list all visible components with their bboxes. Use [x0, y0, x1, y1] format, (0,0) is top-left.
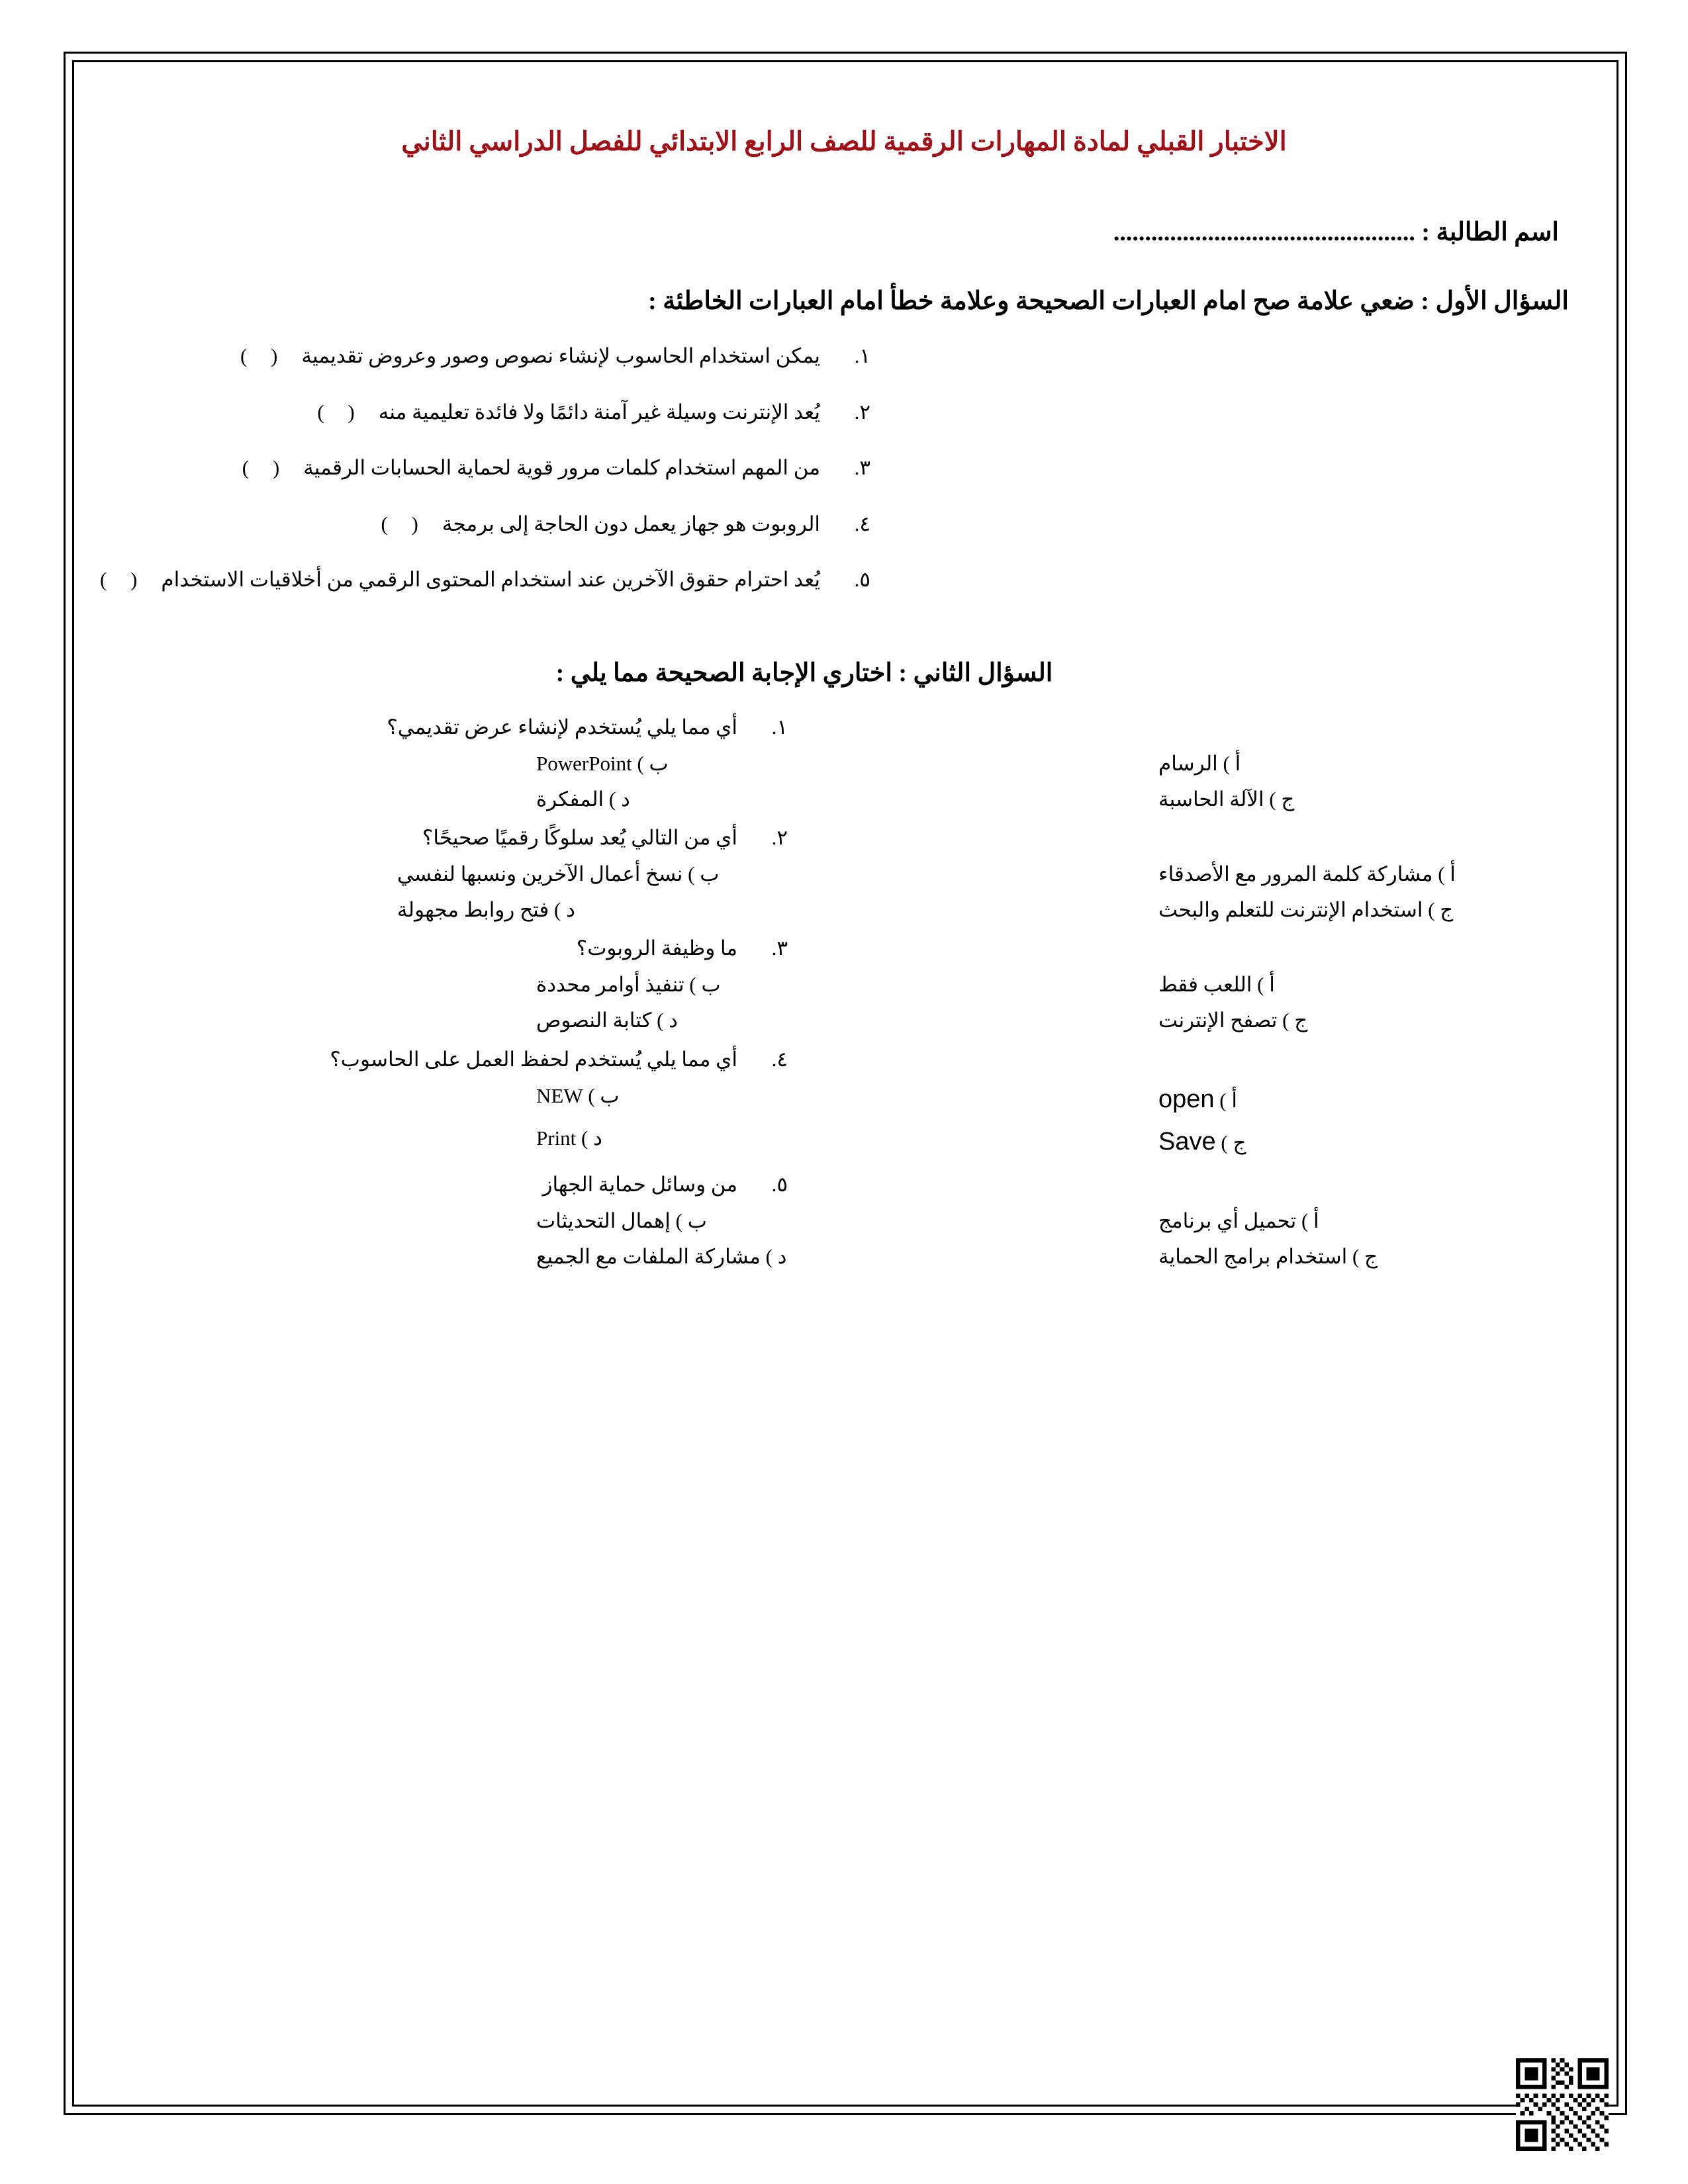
mcq-option-row: [99, 1205, 1589, 1238]
mcq-option-key: د ): [651, 1008, 678, 1032]
mcq-option-cell: [397, 858, 1046, 891]
mcq-question-text: من وسائل حماية الجهاز: [542, 1173, 737, 1197]
mcq-option[interactable]: [1158, 973, 1275, 996]
mcq-option[interactable]: [1158, 1085, 1237, 1113]
mcq-option[interactable]: [397, 898, 575, 921]
mcq-option[interactable]: [1158, 788, 1294, 811]
item-number: ٥.: [854, 568, 870, 592]
mcq-option[interactable]: [536, 1209, 707, 1232]
mcq-option-row: [99, 1079, 1589, 1120]
mcq-stem: [99, 1169, 1589, 1201]
answer-box[interactable]: ( ): [381, 512, 428, 535]
answer-box[interactable]: ( ): [240, 344, 287, 368]
mcq-option-cell: [1046, 968, 1589, 1001]
mcq-option-cell: [536, 968, 1046, 1001]
mcq-question-text: أي مما يلي يُستخدم لحفظ العمل على الحاسوب؟: [330, 1047, 737, 1071]
mcq-option-cell: [536, 1122, 1046, 1162]
page-title: الاختبار القبلي لمادة المهارات الرقمية للصف الرابع الابتدائي للفصل الدراسي الثاني: [401, 126, 1287, 156]
mcq-option-key: أ ): [1296, 1209, 1319, 1233]
mcq-option-label: إهمال التحديثات: [536, 1209, 671, 1233]
mcq-option-key: د ): [760, 1244, 787, 1268]
qr-code-icon: [1516, 2058, 1609, 2151]
mcq-option-key: د ): [549, 897, 575, 921]
mcq-option-label: Save: [1158, 1128, 1216, 1156]
mcq-option-label: نسخ أعمال الآخرين ونسبها لنفسي: [397, 862, 683, 886]
item-statement: يُعد احترام حقوق الآخرين عند استخدام المحتوى الرقمي من أخلاقيات الاستخدام: [161, 568, 820, 592]
mcq-option[interactable]: [1158, 862, 1456, 886]
mcq-option-label: تصفح الإنترنت: [1158, 1008, 1278, 1032]
true-false-item: [99, 341, 1589, 372]
mcq-option-label: NEW: [536, 1083, 583, 1107]
mcq-stem: [99, 1044, 1589, 1075]
mcq-option-key: د ): [604, 787, 630, 811]
mcq-option-cell: [536, 1004, 1046, 1037]
mcq-option-cell: [1046, 747, 1589, 780]
mcq-option-label: open: [1158, 1085, 1215, 1113]
mcq-option-row: [99, 893, 1589, 927]
mcq-option-label: تحميل أي برنامج: [1158, 1209, 1297, 1233]
mcq-option-key: ب ): [670, 1209, 707, 1233]
student-name-field[interactable]: ................................................: [1113, 218, 1415, 246]
mcq-option-label: استخدام برامج الحماية: [1158, 1244, 1348, 1268]
mcq-option-row: [99, 747, 1589, 780]
mcq-option-label: PowerPoint: [536, 751, 632, 775]
mcq-option-label: Print: [536, 1126, 577, 1150]
mcq-stem: [99, 711, 1589, 743]
mcq-option[interactable]: [1158, 1245, 1378, 1268]
mcq-option-label: استخدام الإنترنت للتعلم والبحث: [1158, 897, 1423, 921]
mcq-option[interactable]: [536, 1126, 602, 1150]
mcq-option-label: كتابة النصوص: [536, 1008, 652, 1032]
mcq-option[interactable]: [536, 973, 721, 996]
true-false-item: [99, 397, 1589, 428]
item-number: ٥.: [771, 1173, 788, 1197]
item-number: ٢.: [854, 400, 870, 424]
mcq-option-cell: [536, 1205, 1046, 1238]
mcq-option-key: ج ): [1264, 787, 1295, 811]
true-false-item: [99, 565, 1589, 596]
item-statement: يُعد الإنترنت وسيلة غير آمنة دائمًا ولا فائدة تعليمية منه: [378, 400, 820, 424]
mcq-option-key: ج ): [1423, 897, 1454, 921]
item-statement: من المهم استخدام كلمات مرور قوية لحماية الحسابات الرقمية: [303, 456, 820, 480]
student-name-row: [99, 215, 1559, 250]
mcq-option-key: ب ): [684, 973, 721, 997]
mcq-question-text: أي مما يلي يُستخدم لإنشاء عرض تقديمي؟: [387, 715, 737, 739]
item-statement: الروبوت هو جهاز يعمل دون الحاجة إلى برمجة: [442, 512, 820, 535]
mcq-option[interactable]: [536, 1245, 786, 1268]
mcq-option-key: ج ): [1277, 1008, 1308, 1032]
answer-box[interactable]: ( ): [242, 456, 289, 480]
mcq-option-row: [99, 968, 1589, 1001]
mcq-option-label: فتح روابط مجهولة: [397, 897, 549, 921]
mcq-question-text: أي من التالي يُعد سلوكًا رقميًا صحيحًا؟: [422, 826, 737, 850]
answer-box[interactable]: ( ): [317, 400, 364, 424]
mcq-option-label: تنفيذ أوامر محددة: [536, 973, 684, 997]
mcq-option-cell: [536, 1240, 1046, 1273]
item-number: ٢.: [771, 826, 788, 850]
student-name-label: اسم الطالبة :: [1421, 218, 1559, 246]
mcq-option-label: الرسام: [1158, 751, 1218, 775]
mcq-option[interactable]: [1158, 898, 1453, 921]
mcq-option-cell: [536, 783, 1046, 816]
mcq-option-cell: [1046, 1122, 1589, 1162]
true-false-item: [99, 509, 1589, 540]
mcq-option-key: أ ): [1214, 1088, 1237, 1112]
mcq-item: [99, 711, 1589, 815]
mcq-question-text: ما وظيفة الروبوت؟: [576, 936, 737, 960]
mcq-option-key: ج ): [1215, 1131, 1246, 1155]
mcq-option-cell: [536, 1079, 1046, 1120]
mcq-option[interactable]: [1158, 1128, 1246, 1156]
mcq-option-label: اللعب فقط: [1158, 973, 1252, 997]
mcq-option-cell: [1046, 1205, 1589, 1238]
mcq-stem: [99, 933, 1589, 964]
mcq-option[interactable]: [536, 1009, 678, 1032]
item-number: ٣.: [854, 456, 870, 480]
mcq-option-cell: [1046, 1004, 1589, 1037]
mcq-option-row: [99, 1240, 1589, 1273]
question-two-heading: السؤال الثاني : اختاري الإجابة الصحيحة مما يلي :: [555, 659, 1053, 687]
multiple-choice-list: [99, 711, 1589, 1273]
true-false-item: [99, 453, 1589, 484]
mcq-option-cell: [1046, 893, 1589, 927]
item-number: ١.: [854, 344, 870, 368]
mcq-option[interactable]: [536, 1084, 620, 1107]
mcq-option[interactable]: [1158, 1209, 1319, 1232]
mcq-stem: [99, 822, 1589, 854]
answer-box[interactable]: ( ): [99, 568, 147, 592]
item-number: ١.: [771, 715, 788, 739]
mcq-item: [99, 1169, 1589, 1273]
mcq-option-key: ب ): [682, 862, 720, 886]
mcq-option-cell: [536, 747, 1046, 780]
mcq-option-row: [99, 1122, 1589, 1162]
mcq-option-key: أ ): [1252, 973, 1275, 997]
item-number: ٤.: [771, 1047, 788, 1071]
mcq-option-cell: [1046, 1240, 1589, 1273]
mcq-option-label: الآلة الحاسبة: [1158, 787, 1264, 811]
mcq-option-row: [99, 858, 1589, 891]
mcq-option-label: مشاركة الملفات مع الجميع: [536, 1244, 761, 1268]
mcq-option[interactable]: [536, 788, 630, 811]
mcq-option-row: [99, 783, 1589, 816]
item-number: ٣.: [771, 936, 788, 960]
question-one-heading: السؤال الأول : ضعي علامة صح امام العبارات الصحيحة وعلامة خطأ امام العبارات الخاطئة :: [648, 287, 1569, 316]
mcq-option-row: [99, 1004, 1589, 1037]
mcq-option-cell: [397, 893, 1046, 927]
mcq-option-key: ب ): [583, 1083, 620, 1107]
mcq-option-key: د ): [576, 1126, 602, 1150]
mcq-item: [99, 1044, 1589, 1163]
true-false-list: [99, 341, 1589, 596]
mcq-option[interactable]: [1158, 752, 1241, 775]
item-statement: يمكن استخدام الحاسوب لإنشاء نصوص وصور وعروض تقديمية: [301, 344, 820, 368]
mcq-option-key: ج ): [1347, 1244, 1378, 1268]
mcq-option-cell: [1046, 858, 1589, 891]
mcq-option-cell: [1046, 783, 1589, 816]
mcq-option[interactable]: [536, 752, 669, 775]
document-body: [99, 86, 1589, 1279]
mcq-option-label: المفكرة: [536, 787, 604, 811]
mcq-option-key: أ ): [1217, 751, 1241, 775]
mcq-item: [99, 822, 1589, 926]
mcq-option-label: مشاركة كلمة المرور مع الأصدقاء: [1158, 862, 1433, 886]
item-number: ٤.: [854, 512, 870, 535]
mcq-option[interactable]: [1158, 1009, 1307, 1032]
mcq-option-cell: [1046, 1079, 1589, 1120]
mcq-option[interactable]: [397, 862, 719, 886]
mcq-item: [99, 933, 1589, 1036]
mcq-option-key: ب ): [632, 751, 669, 775]
mcq-option-key: أ ): [1432, 862, 1456, 886]
